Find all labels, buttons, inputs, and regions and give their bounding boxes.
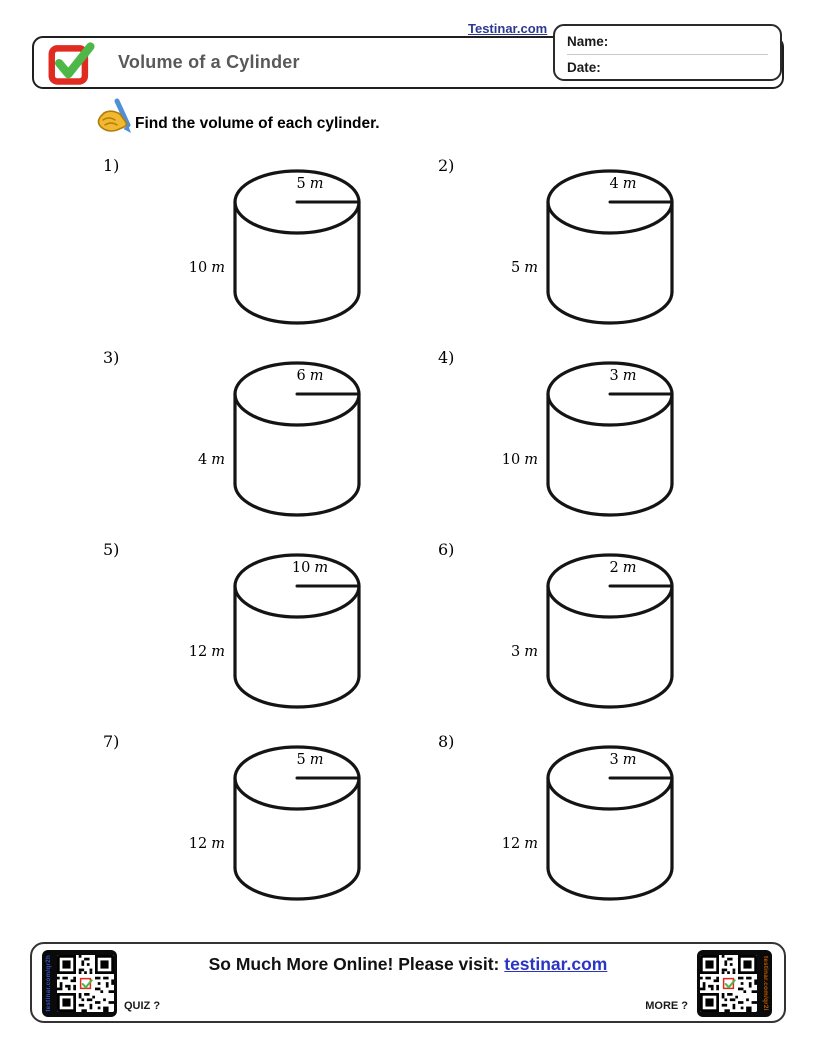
radius-label: 3 m [609,368,637,384]
problem-cell-8 [430,726,765,918]
height-label: 5 m [511,260,538,276]
problem-number: 3) [103,348,120,367]
checkbox-check-icon [48,41,96,87]
problem-cell-1 [95,150,430,342]
problems-grid [95,150,765,918]
date-label: Date: [567,60,601,75]
qr-right-caption: testinar.com/qr2i [762,956,769,1011]
problem-cell-4 [430,342,765,534]
cylinder-drawing [542,360,678,522]
page-title: Volume of a Cylinder [118,52,300,72]
qr-code-right [697,950,772,1017]
footer-site-link[interactable]: testinar.com [504,954,608,974]
cylinder-figure [179,360,369,524]
name-date-divider [567,54,768,55]
radius-label: 10 m [291,560,329,576]
cylinder-figure [492,744,682,908]
cylinder-drawing [542,552,678,714]
height-label: 10 m [188,260,225,276]
hand-writing-icon [95,98,137,136]
height-label: 4 m [198,452,225,468]
footer-message: So Much More Online! Please visit: testinar.com [208,954,608,974]
footer-bar [30,942,786,1023]
problem-cell-2 [430,150,765,342]
name-date-box [553,24,782,81]
radius-label: 5 m [296,752,324,768]
cylinder-drawing [229,168,365,330]
height-label: 3 m [511,644,538,660]
problem-cell-3 [95,342,430,534]
radius-label: 6 m [296,368,324,384]
cylinder-drawing [229,360,365,522]
radius-label: 2 m [609,560,637,576]
problem-cell-7 [95,726,430,918]
instruction-text: Find the volume of each cylinder. [135,115,380,132]
cylinder-figure [492,360,682,524]
cylinder-figure [179,552,369,716]
problem-number: 6) [438,540,455,559]
cylinder-figure [492,168,682,332]
cylinder-figure [179,168,369,332]
cylinder-drawing [229,744,365,906]
qr-code-icon [700,955,757,1012]
height-label: 10 m [501,452,538,468]
name-label: Name: [567,34,609,49]
cylinder-figure [179,744,369,908]
header-site-link[interactable]: Testinar.com [468,21,548,36]
cylinder-drawing [542,744,678,906]
problem-number: 2) [438,156,455,175]
instruction-row [95,98,380,136]
problem-number: 1) [103,156,120,175]
qr-left-caption: testinar.com/qr2h [45,955,52,1012]
radius-label: 5 m [296,176,324,192]
radius-label: 4 m [609,176,637,192]
height-label: 12 m [188,644,225,660]
cylinder-drawing [229,552,365,714]
height-label: 12 m [501,836,538,852]
problem-cell-5 [95,534,430,726]
quiz-label: QUIZ ? [124,1000,161,1012]
problem-number: 7) [103,732,120,751]
problem-number: 5) [103,540,120,559]
radius-label: 3 m [609,752,637,768]
problem-number: 4) [438,348,455,367]
problem-cell-6 [430,534,765,726]
cylinder-figure [492,552,682,716]
problem-number: 8) [438,732,455,751]
height-label: 12 m [188,836,225,852]
cylinder-drawing [542,168,678,330]
more-label: MORE ? [645,1000,688,1012]
